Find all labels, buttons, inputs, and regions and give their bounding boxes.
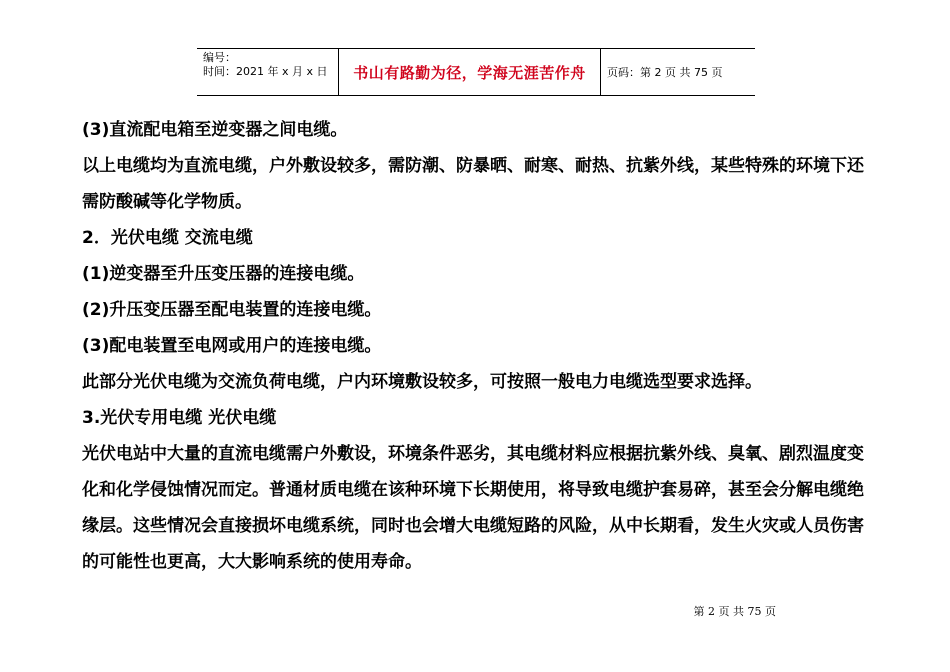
header-time-label: 时间：2021 年 x 月 x 日 <box>203 65 328 78</box>
section-heading-2: 2．光伏电缆 交流电缆 <box>82 228 253 248</box>
paragraph-ac-cable-summary: 此部分光伏电缆为交流负荷电缆，户内环境敷设较多，可按照一般电力电缆选型要求选择。 <box>82 372 762 392</box>
page-footer: 第 2 页 共 75 页 <box>693 605 776 618</box>
header-number-label: 编号： <box>203 51 236 64</box>
section-heading-3: 3.光伏专用电缆 光伏电缆 <box>82 408 277 428</box>
paragraph-dc-cable-3: (3)直流配电箱至逆变器之间电缆。 <box>82 120 348 140</box>
document-body <box>82 112 872 580</box>
header-page-info: 页码：第 2 页 共 75 页 <box>607 66 723 79</box>
header-motto: 书山有路勤为径，学海无涯苦作舟 <box>339 49 601 95</box>
paragraph-dc-cable-summary: 以上电缆均为直流电缆，户外敷设较多，需防潮、防暴晒、耐寒、耐热、抗紫外线，某些特殊的环境下还需防酸碱等化学物质。 <box>82 156 864 212</box>
header-meta <box>197 49 339 95</box>
paragraph-pv-cable-description: 光伏电站中大量的直流电缆需户外敷设，环境条件恶劣，其电缆材料应根据抗紫外线、臭氧、剧烈温度变化和化学侵蚀情况而定。普通材质电缆在该种环境下长期使用，将导致电缆护套易碎，甚至会分解电缆绝缘层。这些情况会直接损坏电缆系统，同时也会增大电缆短路的风险，从中长期看，发生火灾或人员伤害的可能性也更高，大大影响系统的使用寿命。 <box>82 444 864 572</box>
paragraph-ac-cable-3: (3)配电装置至电网或用户的连接电缆。 <box>82 336 382 356</box>
paragraph-ac-cable-2: (2)升压变压器至配电装置的连接电缆。 <box>82 300 382 320</box>
page-header <box>197 48 755 96</box>
paragraph-ac-cable-1: (1)逆变器至升压变压器的连接电缆。 <box>82 264 365 284</box>
